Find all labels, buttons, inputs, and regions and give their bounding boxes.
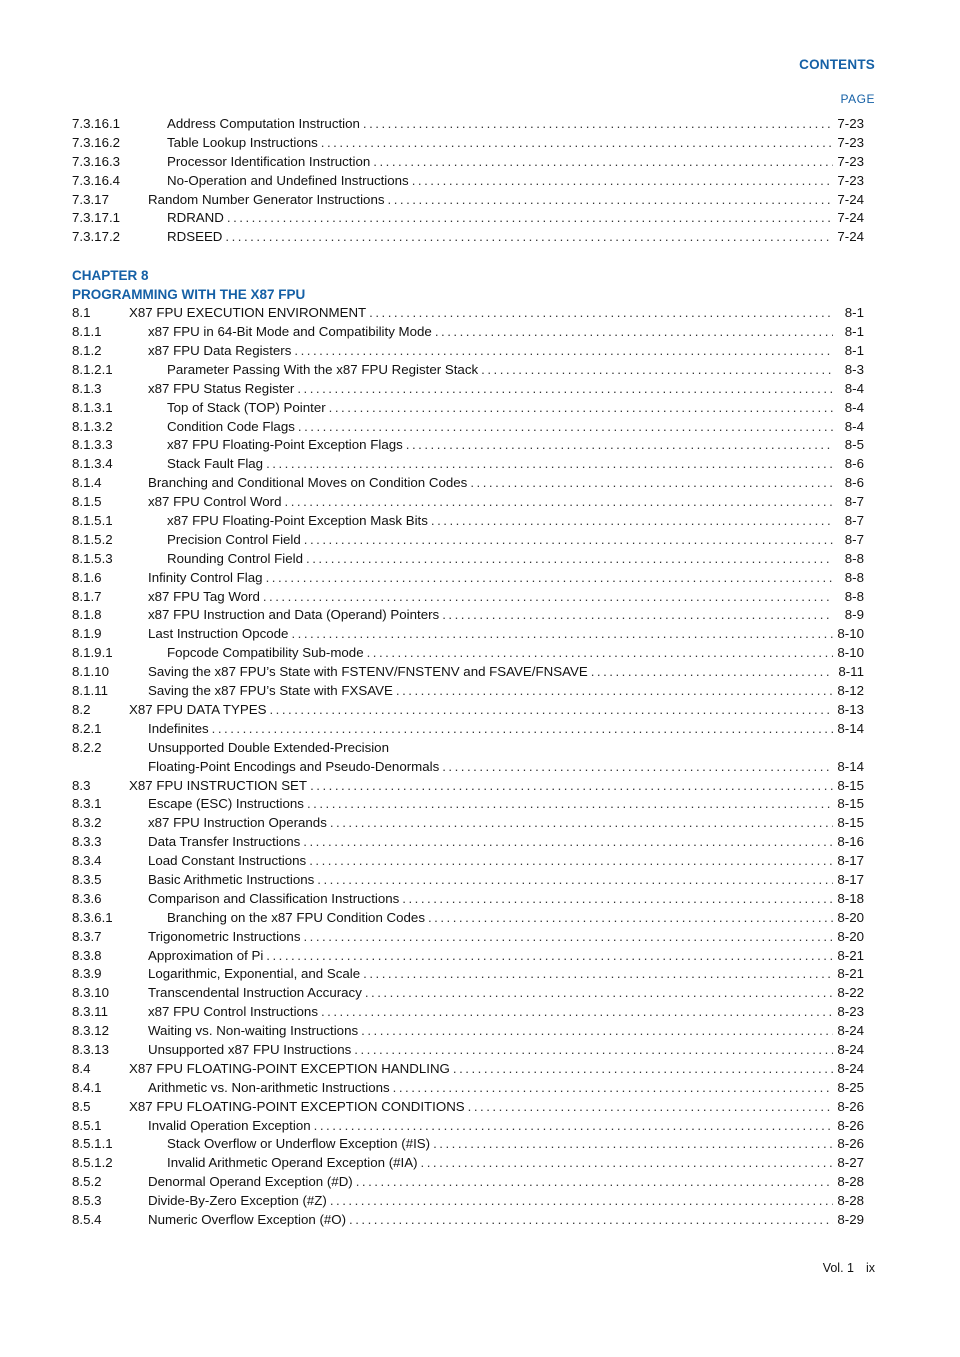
toc-entry-number: 8.5.1.2 xyxy=(72,1155,113,1171)
table-of-contents xyxy=(72,115,864,1230)
toc-entry-page: 8-26 xyxy=(837,1117,864,1133)
toc-entry[interactable] xyxy=(72,890,864,909)
toc-entry-page: 8-24 xyxy=(837,1041,864,1057)
toc-dot-leader xyxy=(470,474,833,493)
toc-entry[interactable] xyxy=(72,550,864,569)
toc-dot-leader xyxy=(266,947,833,966)
toc-entry-title: Random Number Generator Instructions xyxy=(148,191,385,207)
toc-dot-leader xyxy=(442,606,833,625)
toc-entry-page: 8-8 xyxy=(844,550,864,566)
toc-entry-page: 8-25 xyxy=(837,1079,864,1095)
toc-entry-page: 8-1 xyxy=(844,343,864,359)
toc-entry-title: x87 FPU Floating-Point Exception Flags xyxy=(167,437,403,453)
toc-entry-page: 7-24 xyxy=(837,210,864,226)
toc-entry[interactable] xyxy=(72,871,864,890)
toc-dot-leader xyxy=(388,191,834,210)
page-column-label: PAGE xyxy=(840,92,875,106)
toc-entry[interactable] xyxy=(72,474,864,493)
toc-entry-page: 8-11 xyxy=(838,664,864,680)
toc-entry[interactable] xyxy=(72,795,864,814)
toc-entry-number: 8.5.1.1 xyxy=(72,1136,113,1152)
toc-entry[interactable] xyxy=(72,663,864,682)
toc-entry[interactable] xyxy=(72,852,864,871)
toc-entry-page: 8-6 xyxy=(844,456,864,472)
toc-entry-number: 8.3.5 xyxy=(72,871,102,887)
toc-dot-leader xyxy=(421,1154,833,1173)
toc-entry-page: 8-9 xyxy=(844,607,864,623)
toc-entry-number: 8.1.3.2 xyxy=(72,418,113,434)
toc-entry-title: Parameter Passing With the x87 FPU Register Stack xyxy=(167,361,479,377)
toc-entry[interactable] xyxy=(72,1173,864,1192)
toc-entry[interactable] xyxy=(72,606,864,625)
toc-entry-title: Address Computation Instruction xyxy=(167,116,360,131)
toc-entry[interactable] xyxy=(72,342,864,361)
toc-dot-leader xyxy=(291,625,833,644)
toc-entry-title: X87 FPU EXECUTION ENVIRONMENT xyxy=(129,305,367,321)
toc-entry-page: 7-23 xyxy=(837,116,864,131)
toc-dot-leader xyxy=(354,1041,833,1060)
toc-dot-leader xyxy=(442,758,833,777)
toc-dot-leader xyxy=(306,550,833,569)
toc-dot-leader xyxy=(321,134,833,153)
toc-entry-title: X87 FPU FLOATING-POINT EXCEPTION HANDLING xyxy=(129,1060,450,1076)
toc-entry-title: Waiting vs. Non-waiting Instructions xyxy=(148,1023,359,1039)
toc-entry-number: 7.3.17.1 xyxy=(72,210,121,226)
toc-entry-number: 8.3.9 xyxy=(72,966,102,982)
toc-entry[interactable] xyxy=(72,304,864,323)
toc-entry-title: Top of Stack (TOP) Pointer xyxy=(167,399,326,415)
toc-entry-number: 7.3.17.2 xyxy=(72,229,121,245)
toc-dot-leader xyxy=(406,436,833,455)
footer-page-number: ix xyxy=(865,1261,875,1275)
toc-entry[interactable] xyxy=(72,1022,864,1041)
toc-dot-leader xyxy=(369,304,833,323)
toc-entry-page: 8-10 xyxy=(837,626,864,642)
toc-entry-number: 8.1.3.4 xyxy=(72,456,113,472)
toc-dot-leader xyxy=(304,531,833,550)
toc-entry-number: 8.1.3.1 xyxy=(72,399,113,415)
toc-dot-leader xyxy=(269,701,833,720)
toc-dot-leader xyxy=(263,588,833,607)
toc-entry-page: 7-23 xyxy=(837,134,864,150)
toc-entry-page: 8-4 xyxy=(844,399,864,415)
toc-dot-leader xyxy=(591,663,833,682)
toc-entry-number: 8.1.3.3 xyxy=(72,437,113,453)
toc-entry-title: Last Instruction Opcode xyxy=(148,626,289,642)
toc-entry-page: 8-18 xyxy=(837,890,864,906)
toc-entry-page: 8-27 xyxy=(837,1155,864,1171)
toc-entry-number: 8.3.6 xyxy=(72,890,102,906)
toc-entry[interactable] xyxy=(72,682,864,701)
toc-section-top xyxy=(72,115,864,247)
toc-entry-title: Rounding Control Field xyxy=(167,550,304,566)
toc-entry-title: Logarithmic, Exponential, and Scale xyxy=(148,966,361,982)
toc-entry-number: 7.3.16.3 xyxy=(72,153,121,169)
toc-dot-leader xyxy=(373,153,833,172)
toc-entry-number: 8.3.2 xyxy=(72,815,102,831)
toc-entry-title: Unsupported x87 FPU Instructions xyxy=(148,1041,352,1057)
toc-dot-leader xyxy=(356,1173,833,1192)
toc-dot-leader xyxy=(266,455,833,474)
toc-entry-number: 8.3.13 xyxy=(72,1041,109,1057)
toc-entry[interactable] xyxy=(72,739,864,758)
toc-entry-title: Indefinites xyxy=(148,720,209,736)
toc-dot-leader xyxy=(402,890,833,909)
toc-entry-number: 8.3.11 xyxy=(72,1004,108,1020)
toc-entry-title: Condition Code Flags xyxy=(167,418,295,434)
toc-entry[interactable] xyxy=(72,1041,864,1060)
section-gap xyxy=(72,247,864,266)
toc-dot-leader xyxy=(303,928,833,947)
toc-entry-title: X87 FPU DATA TYPES xyxy=(129,701,267,717)
chapter-title: PROGRAMMING WITH THE X87 FPU xyxy=(72,287,306,303)
toc-entry-page: 8-23 xyxy=(837,1004,864,1020)
toc-dot-leader xyxy=(431,512,833,531)
toc-entry-title: x87 FPU Tag Word xyxy=(148,588,260,604)
toc-entry-title: Load Constant Instructions xyxy=(148,853,307,869)
toc-entry-title: Transcendental Instruction Accuracy xyxy=(148,985,362,1001)
toc-entry-number: 8.1.6 xyxy=(72,569,102,585)
toc-entry[interactable] xyxy=(72,569,864,588)
toc-entry-page: 8-7 xyxy=(844,513,864,529)
toc-entry[interactable] xyxy=(72,909,864,928)
toc-entry-page: 8-21 xyxy=(837,966,864,982)
toc-entry-title: Stack Fault Flag xyxy=(167,456,264,472)
toc-dot-leader xyxy=(363,965,833,984)
toc-entry-page: 7-23 xyxy=(837,153,864,169)
toc-dot-leader xyxy=(481,361,833,380)
toc-entry-page: 8-26 xyxy=(837,1098,864,1114)
toc-entry[interactable] xyxy=(72,644,864,663)
toc-entry[interactable] xyxy=(72,209,864,228)
toc-entry[interactable] xyxy=(72,758,864,777)
toc-entry-number: 8.3.10 xyxy=(72,985,109,1001)
toc-entry-page: 8-1 xyxy=(844,324,864,340)
toc-entry-page: 8-15 xyxy=(837,815,864,831)
toc-dot-leader xyxy=(393,1079,833,1098)
toc-entry-page: 8-8 xyxy=(844,588,864,604)
toc-entry-title: Invalid Operation Exception xyxy=(148,1117,311,1133)
toc-entry-title: Comparison and Classification Instructions xyxy=(148,890,400,906)
toc-entry-title: x87 FPU Instruction Operands xyxy=(148,815,327,831)
toc-entry-number: 8.1.2.1 xyxy=(72,361,113,377)
toc-entry-title: Infinity Control Flag xyxy=(148,569,263,585)
toc-entry[interactable] xyxy=(72,493,864,512)
toc-dot-leader xyxy=(294,342,833,361)
toc-entry-number: 8.1.5.2 xyxy=(72,531,113,547)
toc-entry-number: 8.1.10 xyxy=(72,664,109,680)
toc-entry-page: 8-28 xyxy=(837,1174,864,1190)
toc-entry[interactable] xyxy=(72,228,864,247)
toc-entry-number: 8.1.5.3 xyxy=(72,550,113,566)
toc-entry-title: x87 FPU Status Register xyxy=(148,380,295,396)
toc-entry-title: Precision Control Field xyxy=(167,531,301,547)
toc-entry-number: 7.3.16.1 xyxy=(72,116,121,131)
toc-entry-title: Approximation of Pi xyxy=(148,947,264,963)
toc-entry-page: 8-4 xyxy=(844,418,864,434)
toc-entry-page: 8-20 xyxy=(837,928,864,944)
toc-entry-page: 8-14 xyxy=(837,758,864,774)
toc-entry-number: 8.3.7 xyxy=(72,928,102,944)
toc-entry-page: 7-23 xyxy=(837,172,864,188)
toc-entry[interactable] xyxy=(72,701,864,720)
toc-entry-page: 8-20 xyxy=(837,909,864,925)
toc-dot-leader xyxy=(349,1211,833,1230)
toc-entry-title: No-Operation and Undefined Instructions xyxy=(167,172,409,188)
toc-entry[interactable] xyxy=(72,947,864,966)
toc-entry[interactable] xyxy=(72,814,864,833)
toc-dot-leader xyxy=(227,209,833,228)
toc-entry[interactable] xyxy=(72,965,864,984)
toc-entry-number: 8.3.8 xyxy=(72,947,102,963)
toc-entry-title: X87 FPU INSTRUCTION SET xyxy=(129,777,308,793)
toc-dot-leader xyxy=(330,814,833,833)
toc-dot-leader xyxy=(266,569,833,588)
toc-entry[interactable] xyxy=(72,1135,864,1154)
toc-entry[interactable] xyxy=(72,588,864,607)
toc-entry-page: 8-17 xyxy=(837,853,864,869)
toc-entry-number: 8.5.1 xyxy=(72,1117,102,1133)
toc-entry-number: 8.1.1 xyxy=(72,324,102,340)
toc-dot-leader xyxy=(396,682,833,701)
toc-entry-title: x87 FPU Floating-Point Exception Mask Bits xyxy=(167,513,428,529)
page-footer xyxy=(823,1261,875,1275)
toc-entry-title: Denormal Operand Exception (#D) xyxy=(148,1174,353,1190)
toc-entry-number: 8.1.11 xyxy=(72,683,108,699)
toc-entry[interactable] xyxy=(72,134,864,153)
toc-dot-leader xyxy=(285,493,833,512)
toc-entry[interactable] xyxy=(72,1060,864,1079)
toc-dot-leader xyxy=(433,1135,833,1154)
toc-dot-leader xyxy=(329,399,833,418)
toc-entry[interactable] xyxy=(72,361,864,380)
toc-entry-title: Unsupported Double Extended-Precision xyxy=(148,739,389,755)
toc-entry-number: 8.2.2 xyxy=(72,739,102,755)
toc-entry-title: Fopcode Compatibility Sub-mode xyxy=(167,645,364,661)
toc-entry-number: 8.4.1 xyxy=(72,1079,102,1095)
toc-entry-page: 8-12 xyxy=(837,683,864,699)
toc-entry-number: 8.1 xyxy=(72,305,91,321)
toc-entry-page: 8-16 xyxy=(837,834,864,850)
toc-entry-title: RDSEED xyxy=(167,229,223,245)
toc-dot-leader xyxy=(321,1003,833,1022)
toc-dot-leader xyxy=(317,871,833,890)
toc-entry-page: 8-29 xyxy=(837,1211,864,1227)
toc-dot-leader xyxy=(307,795,833,814)
toc-entry-title: Saving the x87 FPU’s State with FXSAVE xyxy=(148,683,393,699)
toc-entry[interactable] xyxy=(72,625,864,644)
toc-entry[interactable] xyxy=(72,436,864,455)
toc-entry[interactable] xyxy=(72,418,864,437)
toc-section-chapter-8 xyxy=(72,304,864,1230)
footer-volume: Vol. 1 xyxy=(822,1261,854,1275)
toc-dot-leader xyxy=(225,228,833,247)
toc-entry-page: 8-21 xyxy=(837,947,864,963)
toc-entry-page: 8-17 xyxy=(837,871,864,887)
toc-entry-number: 7.3.16.4 xyxy=(72,172,121,188)
toc-dot-leader xyxy=(363,115,833,134)
toc-entry-title: Numeric Overflow Exception (#O) xyxy=(148,1211,347,1227)
toc-entry-page: 7-24 xyxy=(837,191,864,207)
toc-entry-number: 8.5.2 xyxy=(72,1174,102,1190)
toc-entry-number: 8.5 xyxy=(72,1098,91,1114)
toc-entry[interactable] xyxy=(72,1192,864,1211)
toc-entry[interactable] xyxy=(72,115,864,134)
toc-entry-page: 8-15 xyxy=(837,777,864,793)
toc-dot-leader xyxy=(428,909,833,928)
toc-entry[interactable] xyxy=(72,191,864,210)
toc-dot-leader xyxy=(310,777,833,796)
running-header-title: CONTENTS xyxy=(799,57,875,72)
toc-entry[interactable] xyxy=(72,153,864,172)
toc-entry-page: 7-24 xyxy=(837,229,864,245)
toc-entry[interactable] xyxy=(72,1117,864,1136)
toc-dot-leader xyxy=(365,984,833,1003)
toc-entry-page: 8-8 xyxy=(844,569,864,585)
toc-dot-leader xyxy=(468,1098,833,1117)
toc-entry-title: x87 FPU Control Word xyxy=(148,494,282,510)
toc-entry-title: Table Lookup Instructions xyxy=(167,134,318,150)
toc-entry-number: 8.3 xyxy=(72,777,91,793)
toc-entry-title: Trigonometric Instructions xyxy=(148,928,301,944)
toc-entry-number: 7.3.17 xyxy=(72,191,109,207)
toc-entry-page: 8-7 xyxy=(844,531,864,547)
toc-entry-number: 8.3.3 xyxy=(72,834,102,850)
toc-entry-page: 8-28 xyxy=(837,1193,864,1209)
toc-entry-title: Floating-Point Encodings and Pseudo-Denormals xyxy=(148,758,440,774)
toc-entry[interactable] xyxy=(72,1098,864,1117)
toc-entry[interactable] xyxy=(72,1079,864,1098)
toc-entry-title: x87 FPU in 64-Bit Mode and Compatibility Mode xyxy=(148,324,432,340)
toc-dot-leader xyxy=(314,1117,833,1136)
toc-entry[interactable] xyxy=(72,323,864,342)
toc-entry[interactable] xyxy=(72,380,864,399)
toc-entry-number: 8.2.1 xyxy=(72,720,102,736)
toc-entry-title: Branching and Conditional Moves on Condition Codes xyxy=(148,475,468,491)
toc-entry-title: X87 FPU FLOATING-POINT EXCEPTION CONDITIONS xyxy=(129,1098,465,1114)
toc-entry-page: 8-7 xyxy=(844,494,864,510)
toc-entry-title: x87 FPU Instruction and Data (Operand) Pointers xyxy=(148,607,440,623)
toc-entry-number: 8.1.3 xyxy=(72,380,102,396)
toc-entry-title: Branching on the x87 FPU Condition Codes xyxy=(167,909,425,925)
toc-entry-title: RDRAND xyxy=(167,210,224,226)
toc-entry-page: 8-15 xyxy=(837,796,864,812)
toc-dot-leader xyxy=(212,720,833,739)
toc-entry-number: 8.3.1 xyxy=(72,796,102,812)
toc-dot-leader xyxy=(298,418,833,437)
toc-dot-leader xyxy=(309,852,833,871)
toc-entry[interactable] xyxy=(72,1003,864,1022)
toc-entry[interactable] xyxy=(72,399,864,418)
toc-entry-page: 8-13 xyxy=(837,701,864,717)
toc-entry-title: Saving the x87 FPU’s State with FSTENV/FNSTENV and FSAVE/FNSAVE xyxy=(148,664,588,680)
toc-entry[interactable] xyxy=(72,984,864,1003)
toc-entry-number: 8.1.5 xyxy=(72,494,102,510)
toc-entry-page: 8-3 xyxy=(844,361,864,377)
toc-dot-leader xyxy=(412,172,833,191)
toc-entry-page: 8-6 xyxy=(844,475,864,491)
toc-entry[interactable] xyxy=(72,455,864,474)
toc-entry-page: 8-4 xyxy=(844,380,864,396)
toc-entry[interactable] xyxy=(72,512,864,531)
toc-entry-number: 8.1.2 xyxy=(72,343,102,359)
toc-entry-title: Stack Overflow or Underflow Exception (#IS) xyxy=(167,1136,431,1152)
toc-entry-title: Basic Arithmetic Instructions xyxy=(148,871,315,887)
toc-entry-number: 8.1.4 xyxy=(72,475,102,491)
toc-entry-number: 8.5.4 xyxy=(72,1211,102,1227)
toc-entry-page: 8-22 xyxy=(837,985,864,1001)
toc-entry-page: 8-26 xyxy=(837,1136,864,1152)
toc-entry-number: 8.1.9 xyxy=(72,626,102,642)
toc-entry-page: 8-24 xyxy=(837,1060,864,1076)
toc-entry-number: 8.5.3 xyxy=(72,1193,102,1209)
toc-entry-number: 8.3.12 xyxy=(72,1023,109,1039)
toc-entry-page: 8-10 xyxy=(837,645,864,661)
toc-entry[interactable] xyxy=(72,1211,864,1230)
toc-entry-page: 8-1 xyxy=(844,305,864,321)
toc-entry-number: 8.4 xyxy=(72,1060,91,1076)
toc-entry-title: Arithmetic vs. Non-arithmetic Instructions xyxy=(148,1079,390,1095)
toc-entry[interactable] xyxy=(72,833,864,852)
toc-dot-leader xyxy=(361,1022,833,1041)
toc-entry-number: 8.2 xyxy=(72,701,91,717)
toc-entry-number: 8.1.9.1 xyxy=(72,645,113,661)
toc-entry[interactable] xyxy=(72,720,864,739)
toc-entry[interactable] xyxy=(72,777,864,796)
toc-entry-title: x87 FPU Data Registers xyxy=(148,343,292,359)
toc-entry-number: 8.1.5.1 xyxy=(72,513,113,529)
toc-dot-leader xyxy=(330,1192,833,1211)
toc-entry-title: x87 FPU Control Instructions xyxy=(148,1004,318,1020)
toc-entry-number: 8.1.7 xyxy=(72,588,102,604)
toc-entry-number: 8.3.6.1 xyxy=(72,909,113,925)
toc-entry-number: 7.3.16.2 xyxy=(72,134,121,150)
toc-entry-title: Data Transfer Instructions xyxy=(148,834,301,850)
toc-dot-leader xyxy=(297,380,833,399)
toc-dot-leader xyxy=(453,1060,833,1079)
toc-entry-page: 8-14 xyxy=(837,720,864,736)
toc-entry[interactable] xyxy=(72,1154,864,1173)
toc-dot-leader xyxy=(435,323,833,342)
toc-entry-title: Invalid Arithmetic Operand Exception (#IA) xyxy=(167,1155,418,1171)
toc-entry-number: 8.1.8 xyxy=(72,607,102,623)
chapter-label: CHAPTER 8 xyxy=(72,268,149,284)
toc-dot-leader xyxy=(367,644,833,663)
toc-entry[interactable] xyxy=(72,172,864,191)
toc-entry-title: Escape (ESC) Instructions xyxy=(148,796,304,812)
toc-entry-title: Divide-By-Zero Exception (#Z) xyxy=(148,1193,327,1209)
toc-dot-leader xyxy=(303,833,833,852)
toc-entry[interactable] xyxy=(72,928,864,947)
toc-entry-page: 8-5 xyxy=(844,437,864,453)
toc-entry[interactable] xyxy=(72,531,864,550)
toc-entry-title: Processor Identification Instruction xyxy=(167,153,371,169)
toc-entry-page: 8-24 xyxy=(837,1023,864,1039)
toc-entry-number: 8.3.4 xyxy=(72,853,102,869)
